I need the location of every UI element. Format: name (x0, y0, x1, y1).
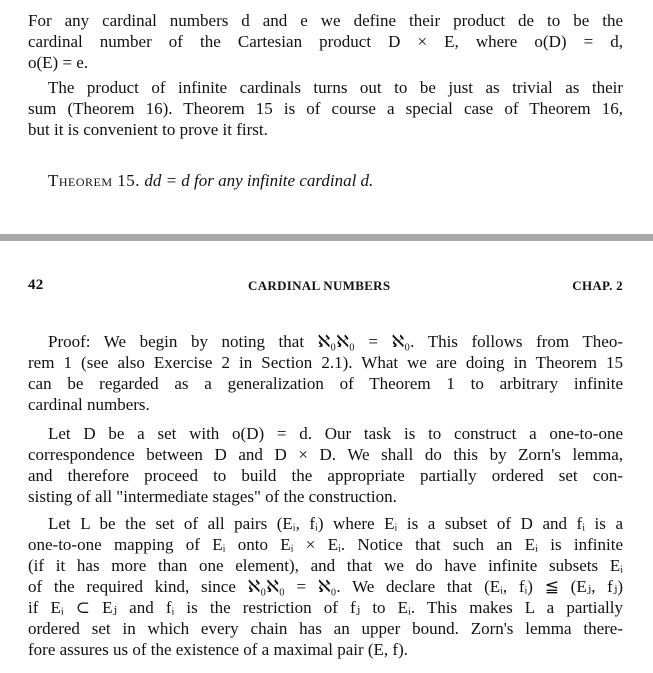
theorem-15-statement (48, 170, 608, 191)
text-line: Proof: We begin by noting that ℵ₀ℵ₀ = ℵ₀. This follows from Theo- (48, 332, 623, 351)
text-line: rem 1 (see also Exercise 2 in Section 2.1). What we are doing in Theorem 15 (28, 353, 623, 372)
chapter-title: CARDINAL NUMBERS (248, 278, 391, 293)
text-line: one-to-one mapping of Eᵢ onto Eᵢ × Eᵢ. Notice that such an Eᵢ is infinite (28, 535, 623, 554)
remark-paragraph (28, 77, 623, 140)
running-head (28, 277, 623, 297)
theorem-text: dd = d for any infinite cardinal d. (144, 171, 374, 190)
text-line: For any cardinal numbers d and e we define their product de to be the (28, 11, 623, 30)
page-42 (0, 241, 653, 673)
text-line: if Eᵢ ⊂ Eⱼ and fᵢ is the restriction of fⱼ to Eᵢ. This makes L a partially (28, 598, 623, 617)
text-line: of the required kind, since ℵ₀ℵ₀ = ℵ₀. We declare that (Eᵢ, fᵢ) ≦ (Eⱼ, fⱼ) (28, 577, 623, 596)
theorem-label: Theorem 15. (48, 171, 141, 190)
text-line: and therefore proceed to build the appropriate partially ordered set con- (28, 466, 623, 485)
text-line: (if it has more than one element), and that we do have infinite subsets Eᵢ (28, 556, 623, 575)
text-line: sum (Theorem 16). Theorem 15 is of course a special case of Theorem 16, (28, 99, 623, 118)
text-line: but it is convenient to prove it first. (28, 120, 268, 139)
partial-order-paragraph (28, 513, 623, 660)
page-separator (0, 234, 653, 241)
text-line: fore assures us of the existence of a maximal pair (E, f). (28, 640, 408, 659)
text-line: The product of infinite cardinals turns out to be just as trivial as their (48, 78, 623, 97)
chapter-reference: CHAP. 2 (572, 278, 623, 293)
text-line: cardinal numbers. (28, 395, 150, 414)
construction-paragraph (28, 423, 623, 507)
product-definition-paragraph (28, 10, 623, 73)
text-line: can be regarded as a generalization of Theorem 1 to arbitrary infinite (28, 374, 623, 393)
text-line: sisting of all "intermediate stages" of the construction. (28, 487, 397, 506)
page-number: 42 (28, 277, 44, 293)
text-line: ordered set in which every chain has an upper bound. Zorn's lemma there- (28, 619, 623, 638)
text-line: Let D be a set with o(D) = d. Our task is to construct a one-to-one (48, 424, 623, 443)
text-line: correspondence between D and D × D. We shall do this by Zorn's lemma, (28, 445, 623, 464)
text-line: Let L be the set of all pairs (Eᵢ, fᵢ) where Eᵢ is a subset of D and fᵢ is a (48, 514, 623, 533)
text-line: cardinal number of the Cartesian product D × E, where o(D) = d, (28, 32, 623, 51)
proof-paragraph (28, 331, 623, 415)
previous-page-fragment (0, 0, 653, 234)
text-line: o(E) = e. (28, 53, 89, 72)
